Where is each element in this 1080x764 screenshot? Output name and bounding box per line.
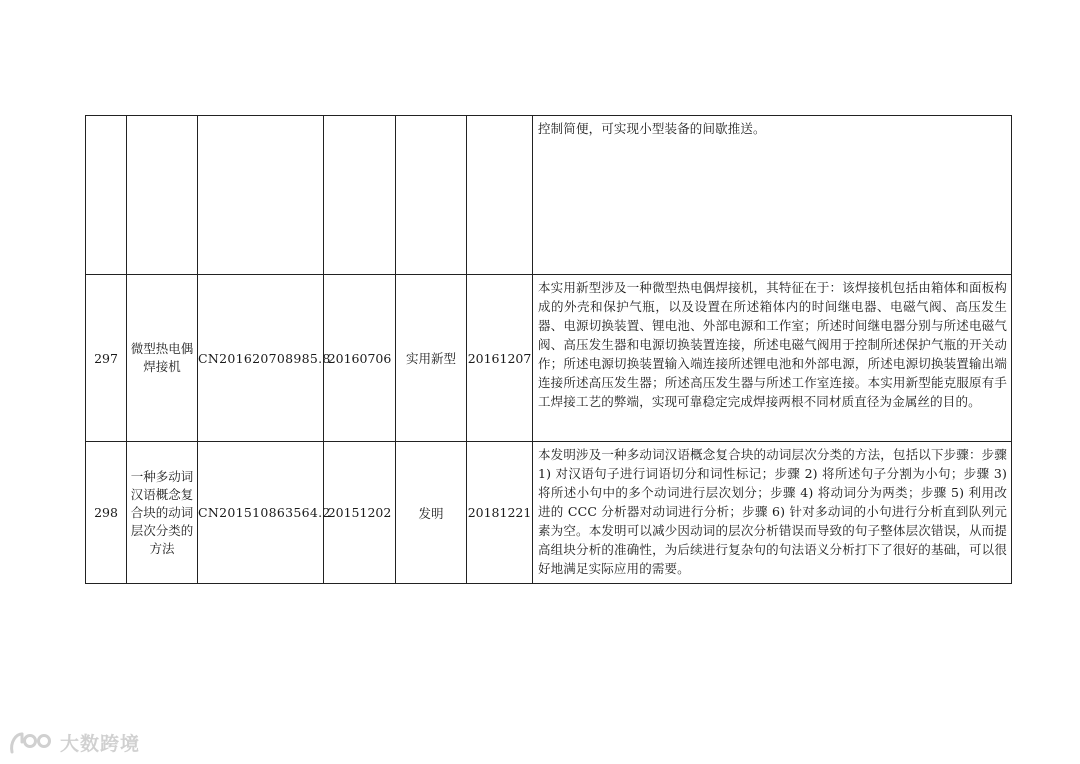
watermark-text: 大数跨境 — [60, 732, 141, 755]
watermark — [8, 728, 140, 756]
application-date: 20151202 — [324, 442, 396, 584]
watermark-logo-icon — [8, 728, 56, 756]
publication-date: 20161207 — [467, 275, 533, 442]
application-number — [198, 116, 324, 275]
patent-table — [85, 115, 1012, 584]
row-number — [86, 116, 127, 275]
application-date: 20160706 — [324, 275, 396, 442]
patent-title — [127, 116, 198, 275]
patent-abstract: 本发明涉及一种多动词汉语概念复合块的动词层次分类的方法，包括以下步骤：步骤 1) 对汉语句子进行词语切分和词性标记；步骤 2) 将所述句子分割为小句；步骤 3) 将所述小句中的多个动词进行层次划分；步骤 4) 将动词分为两类；步骤 5) 利用改进的 CCC 分析器对动词进行分析；步骤 6) 针对多动词的小句进行分析直到队列元素为空。本发明可以减少因动词的层次分析错误而导致的句子整体层次错误，从而提高组块分析的准确性，为后续进行复杂句的句法语义分析打下了很好的基础，可以很好地满足实际应用的需要。 — [533, 442, 1012, 584]
patent-type: 实用新型 — [396, 275, 467, 442]
publication-date — [467, 116, 533, 275]
table-row — [86, 442, 1012, 584]
patent-type: 发明 — [396, 442, 467, 584]
application-number: CN201510863564.2 — [198, 442, 324, 584]
row-number: 298 — [86, 442, 127, 584]
patent-title: 微型热电偶焊接机 — [127, 275, 198, 442]
publication-date: 20181221 — [467, 442, 533, 584]
patent-abstract: 本实用新型涉及一种微型热电偶焊接机，其特征在于：该焊接机包括由箱体和面板构成的外壳和保护气瓶，以及设置在所述箱体内的时间继电器、电磁气阀、高压发生器、电源切换装置、锂电池、外部电源和工作室；所述时间继电器分别与所述电磁气阀、高压发生器和电源切换装置连接，所述电磁气阀用于控制所述保护气瓶的开关动作；所述电源切换装置输入端连接所述锂电池和外部电源，所述电源切换装置输出端连接所述高压发生器；所述高压发生器与所述工作室连接。本实用新型能克服原有手工焊接工艺的弊端，实现可靠稳定完成焊接两根不同材质直径为金属丝的目的。 — [533, 275, 1012, 442]
application-date — [324, 116, 396, 275]
patent-title: 一种多动词汉语概念复合块的动词层次分类的方法 — [127, 442, 198, 584]
row-number: 297 — [86, 275, 127, 442]
patent-abstract: 控制简便，可实现小型装备的间歇推送。 — [533, 116, 1012, 275]
patent-type — [396, 116, 467, 275]
table-row — [86, 275, 1012, 442]
application-number: CN201620708985.8 — [198, 275, 324, 442]
table-row — [86, 116, 1012, 275]
